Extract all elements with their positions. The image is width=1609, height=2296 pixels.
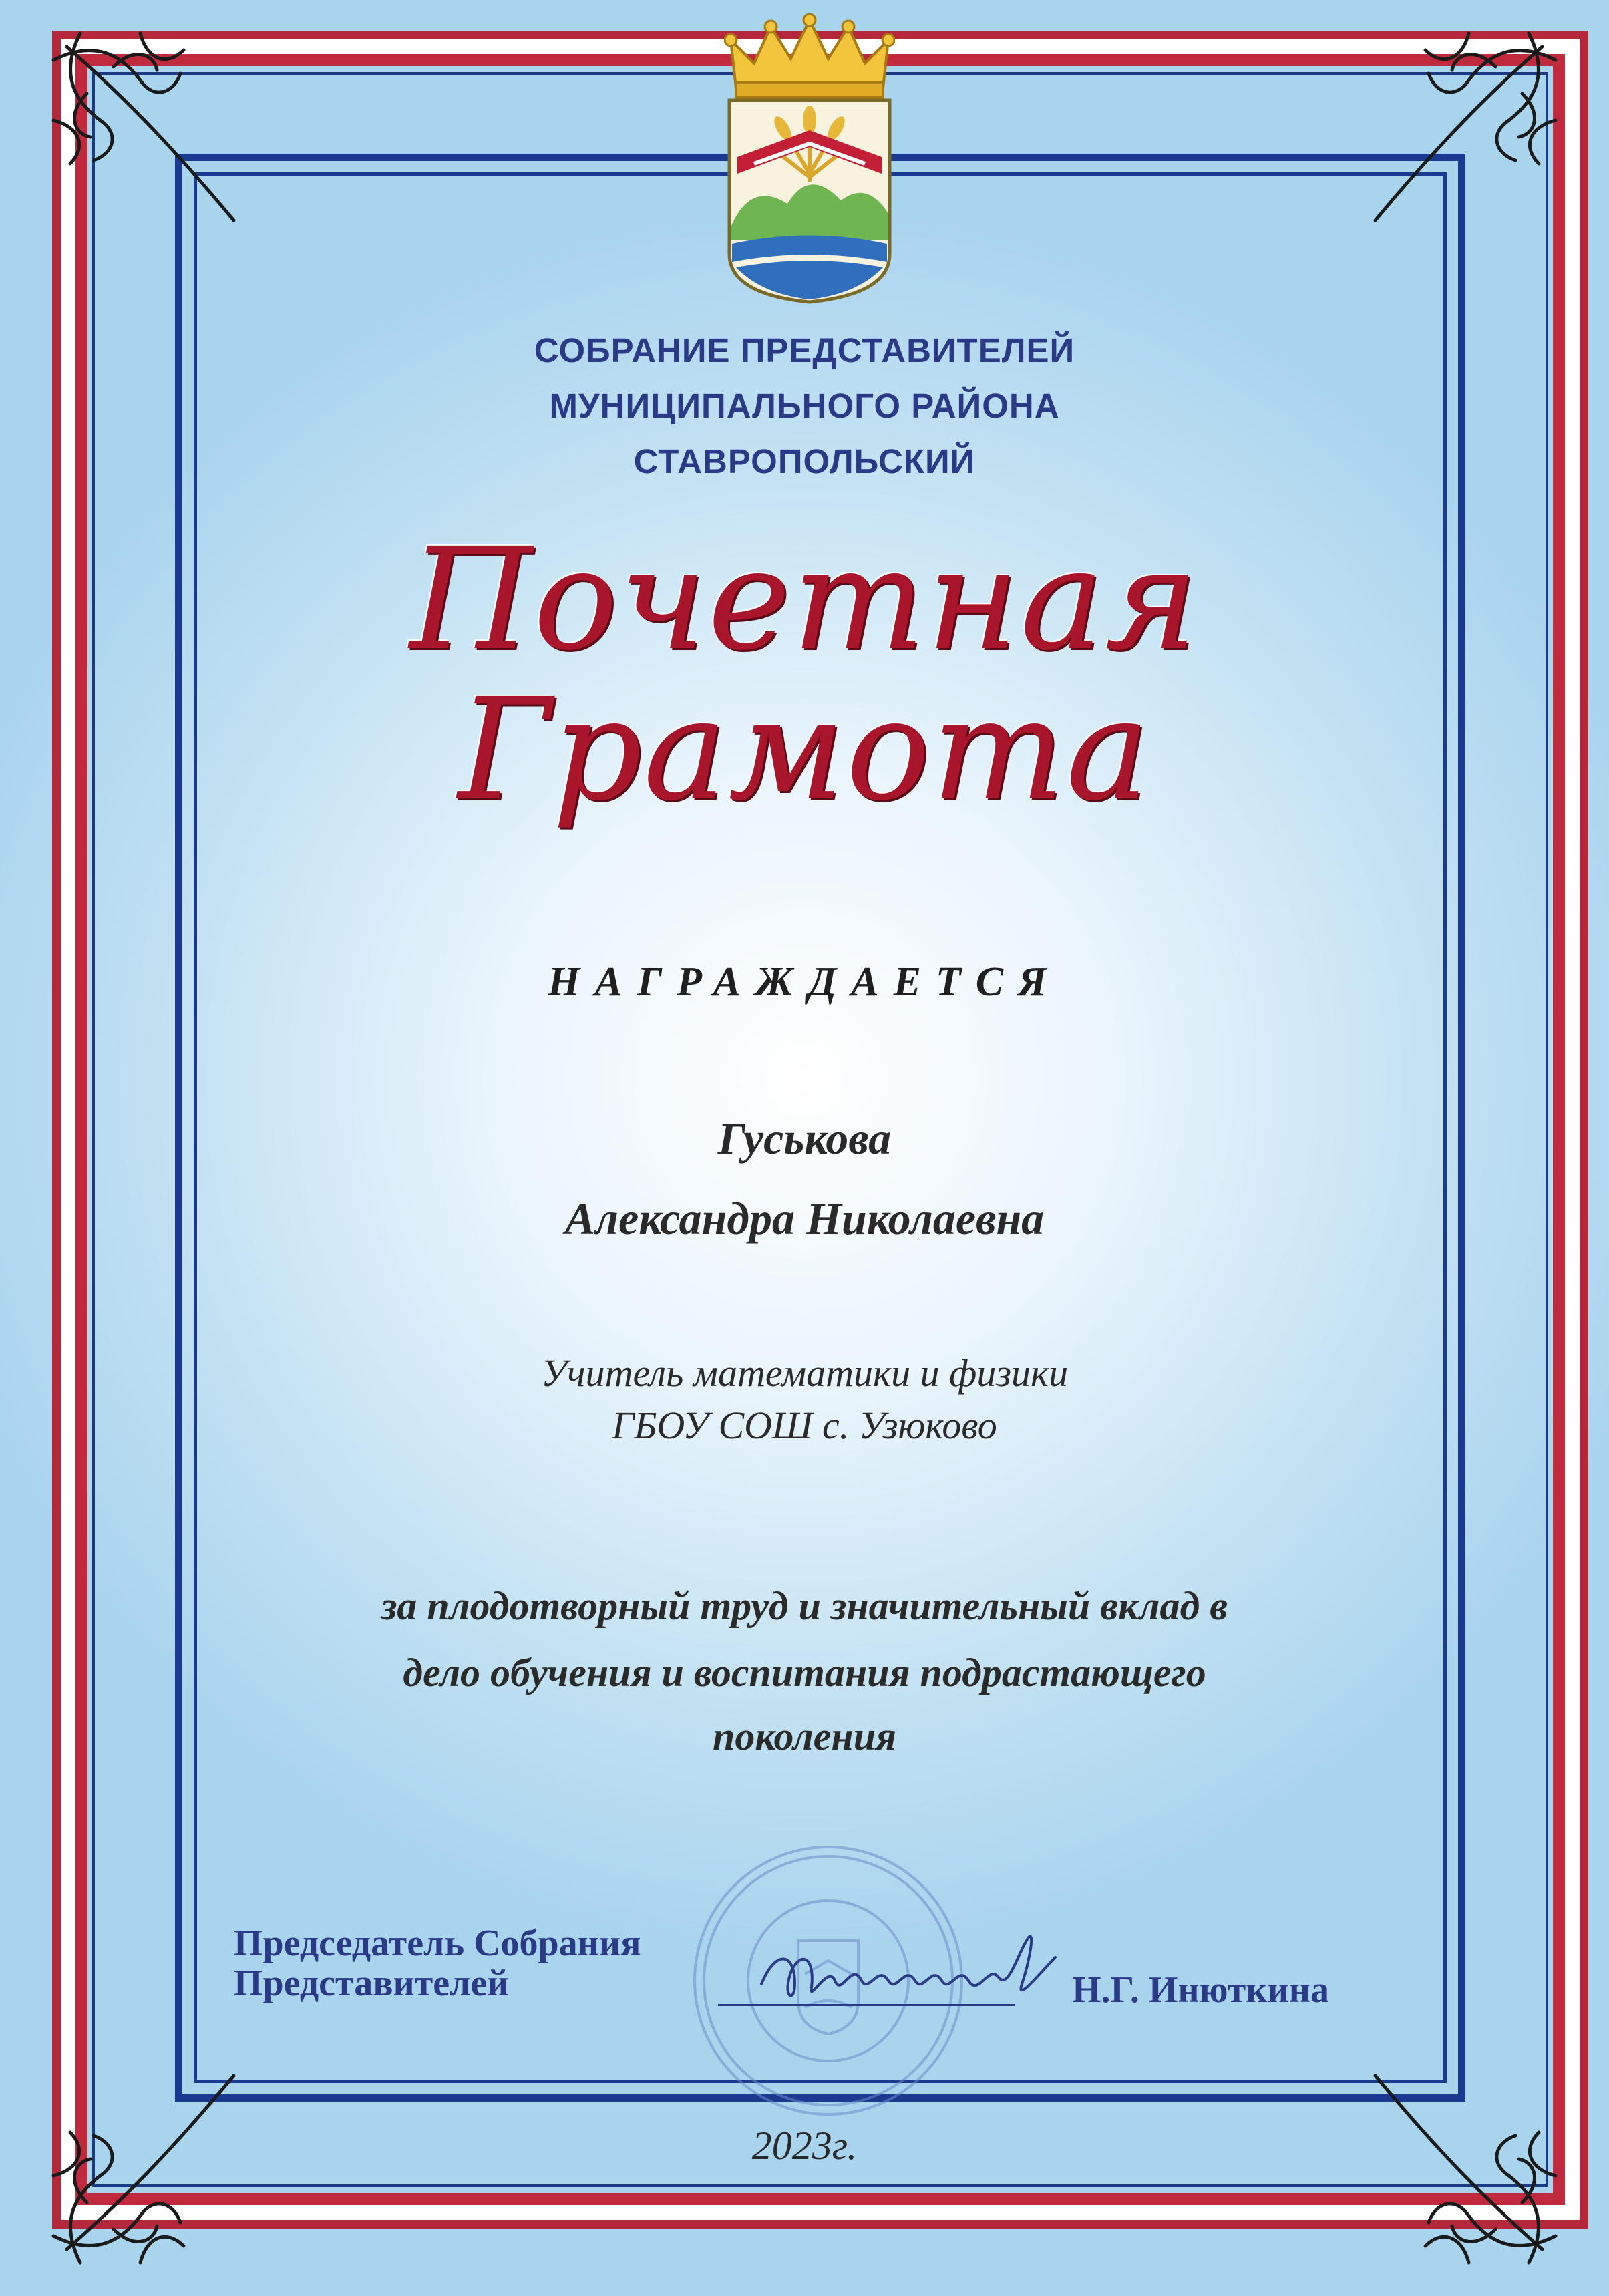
corner-ornament-top-right [1349,20,1569,240]
award-year: 2023г. [751,2124,858,2168]
recipient-given-names: Александра Николаевна [564,1193,1045,1244]
shield-icon [729,100,890,302]
organization-line-1: СОБРАНИЕ ПРЕДСТАВИТЕЛЕЙ [534,331,1075,369]
title-line-1: Почетная [409,518,1200,681]
signatory-title-line-2: Представителей [234,1963,509,2004]
signatory-title-line-1: Председатель Собрания [234,1923,641,1964]
reason-line-3: поколения [712,1714,896,1758]
reason-line-1: за плодотворный труд и значительный вклад в [381,1584,1228,1628]
organization-line-2: МУНИЦИПАЛЬНОГО РАЙОНА [549,387,1060,425]
coat-of-arms-emblem [724,13,895,307]
recipient-surname: Гуськова [717,1113,892,1164]
corner-ornament-top-left [40,20,260,240]
position-line-1: Учитель математики и физики [540,1351,1069,1395]
title-line-2: Грамота [458,668,1151,832]
crown-icon [725,14,894,98]
signatory-name: Н.Г. Инюткина [1072,1969,1330,2011]
organization-line-3: СТАВРОПОЛЬСКИЙ [633,442,976,480]
position-line-2: ГБОУ СОШ с. Узюково [612,1404,997,1447]
handwritten-signature [755,1924,1062,2017]
awarded-label: НАГРАЖДАЕТСЯ [548,959,1061,1005]
signature-line [718,2004,1015,2006]
reason-line-2: дело обучения и воспитания подрастающего [403,1651,1206,1695]
